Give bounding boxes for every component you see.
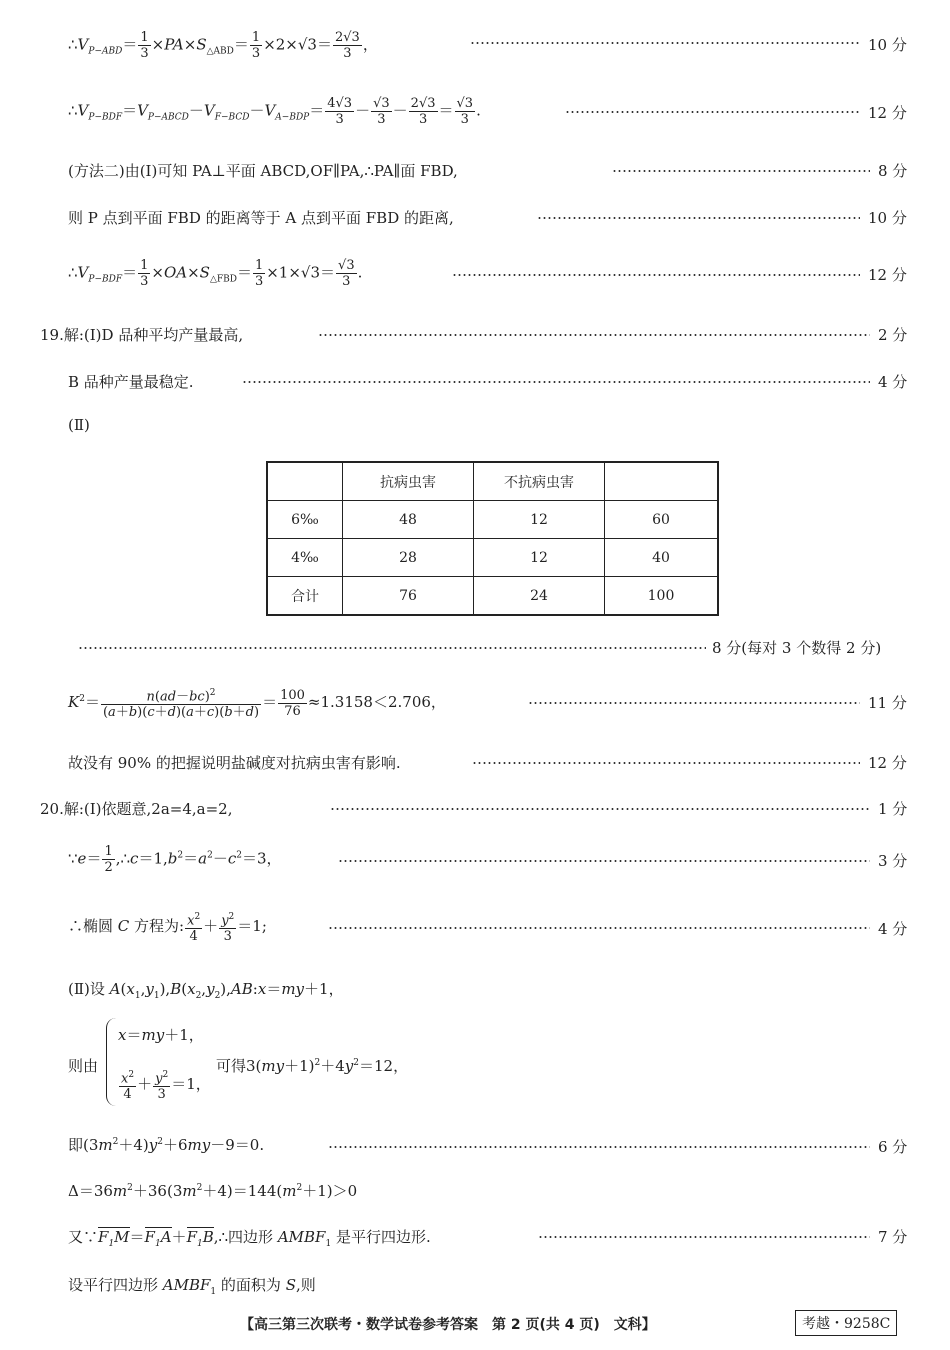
- table-cell: 不抗病虫害: [474, 462, 605, 501]
- table-cell: 抗病虫害: [343, 462, 474, 501]
- dot-leader: [330, 808, 870, 810]
- eccentricity-formula: ∵e＝ $\frac{1}{2}$ $,\therefore c=1,b^2=a^2-c^2=3$，: [68, 844, 282, 875]
- q19-part2-label: (Ⅱ): [68, 416, 90, 434]
- table-cell: 28: [343, 539, 474, 577]
- score-label: 8 分(每对 3 个数得 2 分): [712, 639, 882, 657]
- table-cell: 6‰: [267, 501, 343, 539]
- table-row: [267, 539, 718, 577]
- dot-leader: [328, 1146, 870, 1148]
- q19-part1-text: 19.解:(Ⅰ)D 品种平均产量最高,: [40, 326, 244, 344]
- score-label: 4 分: [878, 920, 908, 938]
- method-two-text: (方法二)由(Ⅰ)可知 PA⊥平面 ABCD,OF∥PA,∴PA∥面 FBD,: [68, 162, 458, 180]
- dot-leader: [328, 927, 870, 929]
- solution-line: [0, 1132, 950, 1162]
- dot-leader: [565, 111, 860, 113]
- dot-leader: [612, 170, 870, 172]
- solution-line: [0, 794, 950, 824]
- table-cell: [605, 462, 719, 501]
- score-label: 6 分: [878, 1138, 908, 1156]
- dot-leader: [78, 647, 706, 649]
- solution-line: [0, 320, 950, 350]
- score-label: 12 分: [868, 754, 907, 772]
- dot-leader: [318, 334, 870, 336]
- solution-line: [0, 844, 950, 874]
- contingency-table: [266, 461, 719, 616]
- solution-line: [0, 28, 950, 61]
- quadratic-equation: 即$(3m^2+4)y^2+6my-9=0$.: [68, 1136, 265, 1154]
- score-label: 7 分: [878, 1228, 908, 1246]
- solution-line: [0, 974, 950, 1004]
- formula-volume-method2: $\therefore V_{P-BDF}=$ $\frac{1}{3}$ $\times OA\times S_{\triangle FBD}=$ $\frac{1}{3}$ ×1×√3＝ $\frac{√3}{3}$ .: [68, 258, 363, 289]
- solution-line: [0, 748, 950, 778]
- score-label: 4 分: [878, 373, 908, 391]
- score-label: 12 分: [868, 104, 907, 122]
- page-footer: [0, 1310, 950, 1340]
- table-cell: 合计: [267, 577, 343, 616]
- score-label: 2 分: [878, 326, 908, 344]
- table-row: [267, 577, 718, 616]
- system-eq2: $\frac{x^2}{4}$ ＋ $\frac{y^2}{3}$ ＝1，: [121, 1070, 211, 1103]
- solution-line: [0, 910, 950, 945]
- dot-leader: [472, 762, 860, 764]
- solution-line: [0, 96, 950, 126]
- dot-leader: [470, 42, 860, 44]
- q19-stable-text: B 品种产量最稳定.: [68, 373, 194, 391]
- dot-leader: [452, 274, 860, 276]
- system-prefix: 则由: [68, 1057, 99, 1075]
- table-cell: 4‰: [267, 539, 343, 577]
- table-cell: [267, 462, 343, 501]
- discriminant-formula: $\Delta=36m^2+36(3m^2+4)=144(m^2+1)>0$: [68, 1182, 358, 1200]
- table-cell: 12: [474, 539, 605, 577]
- exam-code-badge: 考越・9258C: [795, 1310, 897, 1336]
- table-cell: 40: [605, 539, 719, 577]
- solution-line: [0, 367, 950, 397]
- ellipse-equation: ∴椭圆 C 方程为: $\frac{x^2}{4}$ ＋ $\frac{y^2}{3}$ ＝1;: [68, 912, 267, 945]
- solution-line: [0, 1270, 950, 1300]
- score-label: 8 分: [878, 162, 908, 180]
- score-label: 10 分: [868, 36, 907, 54]
- formula-volume-p-abd: $\therefore V_{P-ABD}=$ $\frac{1}{3}$ $\times PA\times S_{\triangle ABD}=$ $\frac{1}{3}$ ×2×√3＝ $\frac{2√3}{3}$ ，: [68, 30, 378, 61]
- area-setup-text: 设平行四边形 $AMBF_1$ 的面积为 S,则: [68, 1276, 316, 1297]
- solution-line: [0, 258, 950, 288]
- score-label: 3 分: [878, 852, 908, 870]
- dot-leader: [537, 217, 860, 219]
- solution-line: [0, 1222, 950, 1252]
- score-label: 1 分: [878, 800, 908, 818]
- table-header-row: [267, 462, 718, 501]
- table-cell: 60: [605, 501, 719, 539]
- solution-line: [0, 635, 950, 665]
- score-label: 10 分: [868, 209, 907, 227]
- q20-part1-text: 20.解:(Ⅰ)依题意,2a=4,a=2,: [40, 800, 233, 818]
- footer-title: 【高三第三次联考・数学试卷参考答案 第 2 页(共 4 页) 文科】: [240, 1317, 656, 1333]
- solution-line: [0, 1178, 950, 1208]
- distance-text: 则 P 点到平面 FBD 的距离等于 A 点到平面 FBD 的距离,: [68, 209, 454, 227]
- table-cell: 48: [343, 501, 474, 539]
- dot-leader: [528, 702, 860, 704]
- system-brace: [106, 1018, 117, 1106]
- solution-line: [0, 412, 950, 442]
- table-cell: 76: [343, 577, 474, 616]
- vector-relation: 又$\because F_1M=F_1A+F_1B,\therefore$四边形 $AMBF_1$ 是平行四边形.: [68, 1228, 431, 1249]
- solution-line: [0, 203, 950, 233]
- dot-leader: [242, 381, 870, 383]
- solution-line: [0, 686, 950, 721]
- table-cell: 12: [474, 501, 605, 539]
- dot-leader: [538, 1236, 870, 1238]
- chi-square-formula: $K^2=$ $\frac{n(ad-bc)^2}{(a+b)(c+d)(a+c)(b+d)}$ ＝ $\frac{100}{76}$ ≈1.3158＜2.706，: [68, 687, 446, 721]
- solution-line: [0, 156, 950, 186]
- q20-part2-setup: (Ⅱ)设 $A(x_1,y_1),B(x_2,y_2),AB:x=my+1$，: [68, 980, 344, 1001]
- system-eq1: x＝my＋1，: [118, 1026, 204, 1044]
- score-label: 11 分: [868, 694, 907, 712]
- dot-leader: [338, 860, 870, 862]
- table-cell: 100: [605, 577, 719, 616]
- table-row: [267, 501, 718, 539]
- table-cell: 24: [474, 577, 605, 616]
- conclusion-text: 故没有 90% 的把握说明盐碱度对抗病虫害有影响.: [68, 754, 401, 772]
- formula-volume-p-bdf: $\therefore V_{P-BDF}=V_{P-ABCD}-V_{F-BCD}-V_{A-BDP}=$ $\frac{4√3}{3}$ － $\frac{√3}{3}$ － $\frac{2√3}{3}$ ＝ $\frac{√3}{3}$ .: [68, 96, 481, 127]
- system-result: 可得$3(my+1)^2+4y^2=12$，: [216, 1057, 409, 1075]
- score-label: 12 分: [868, 266, 907, 284]
